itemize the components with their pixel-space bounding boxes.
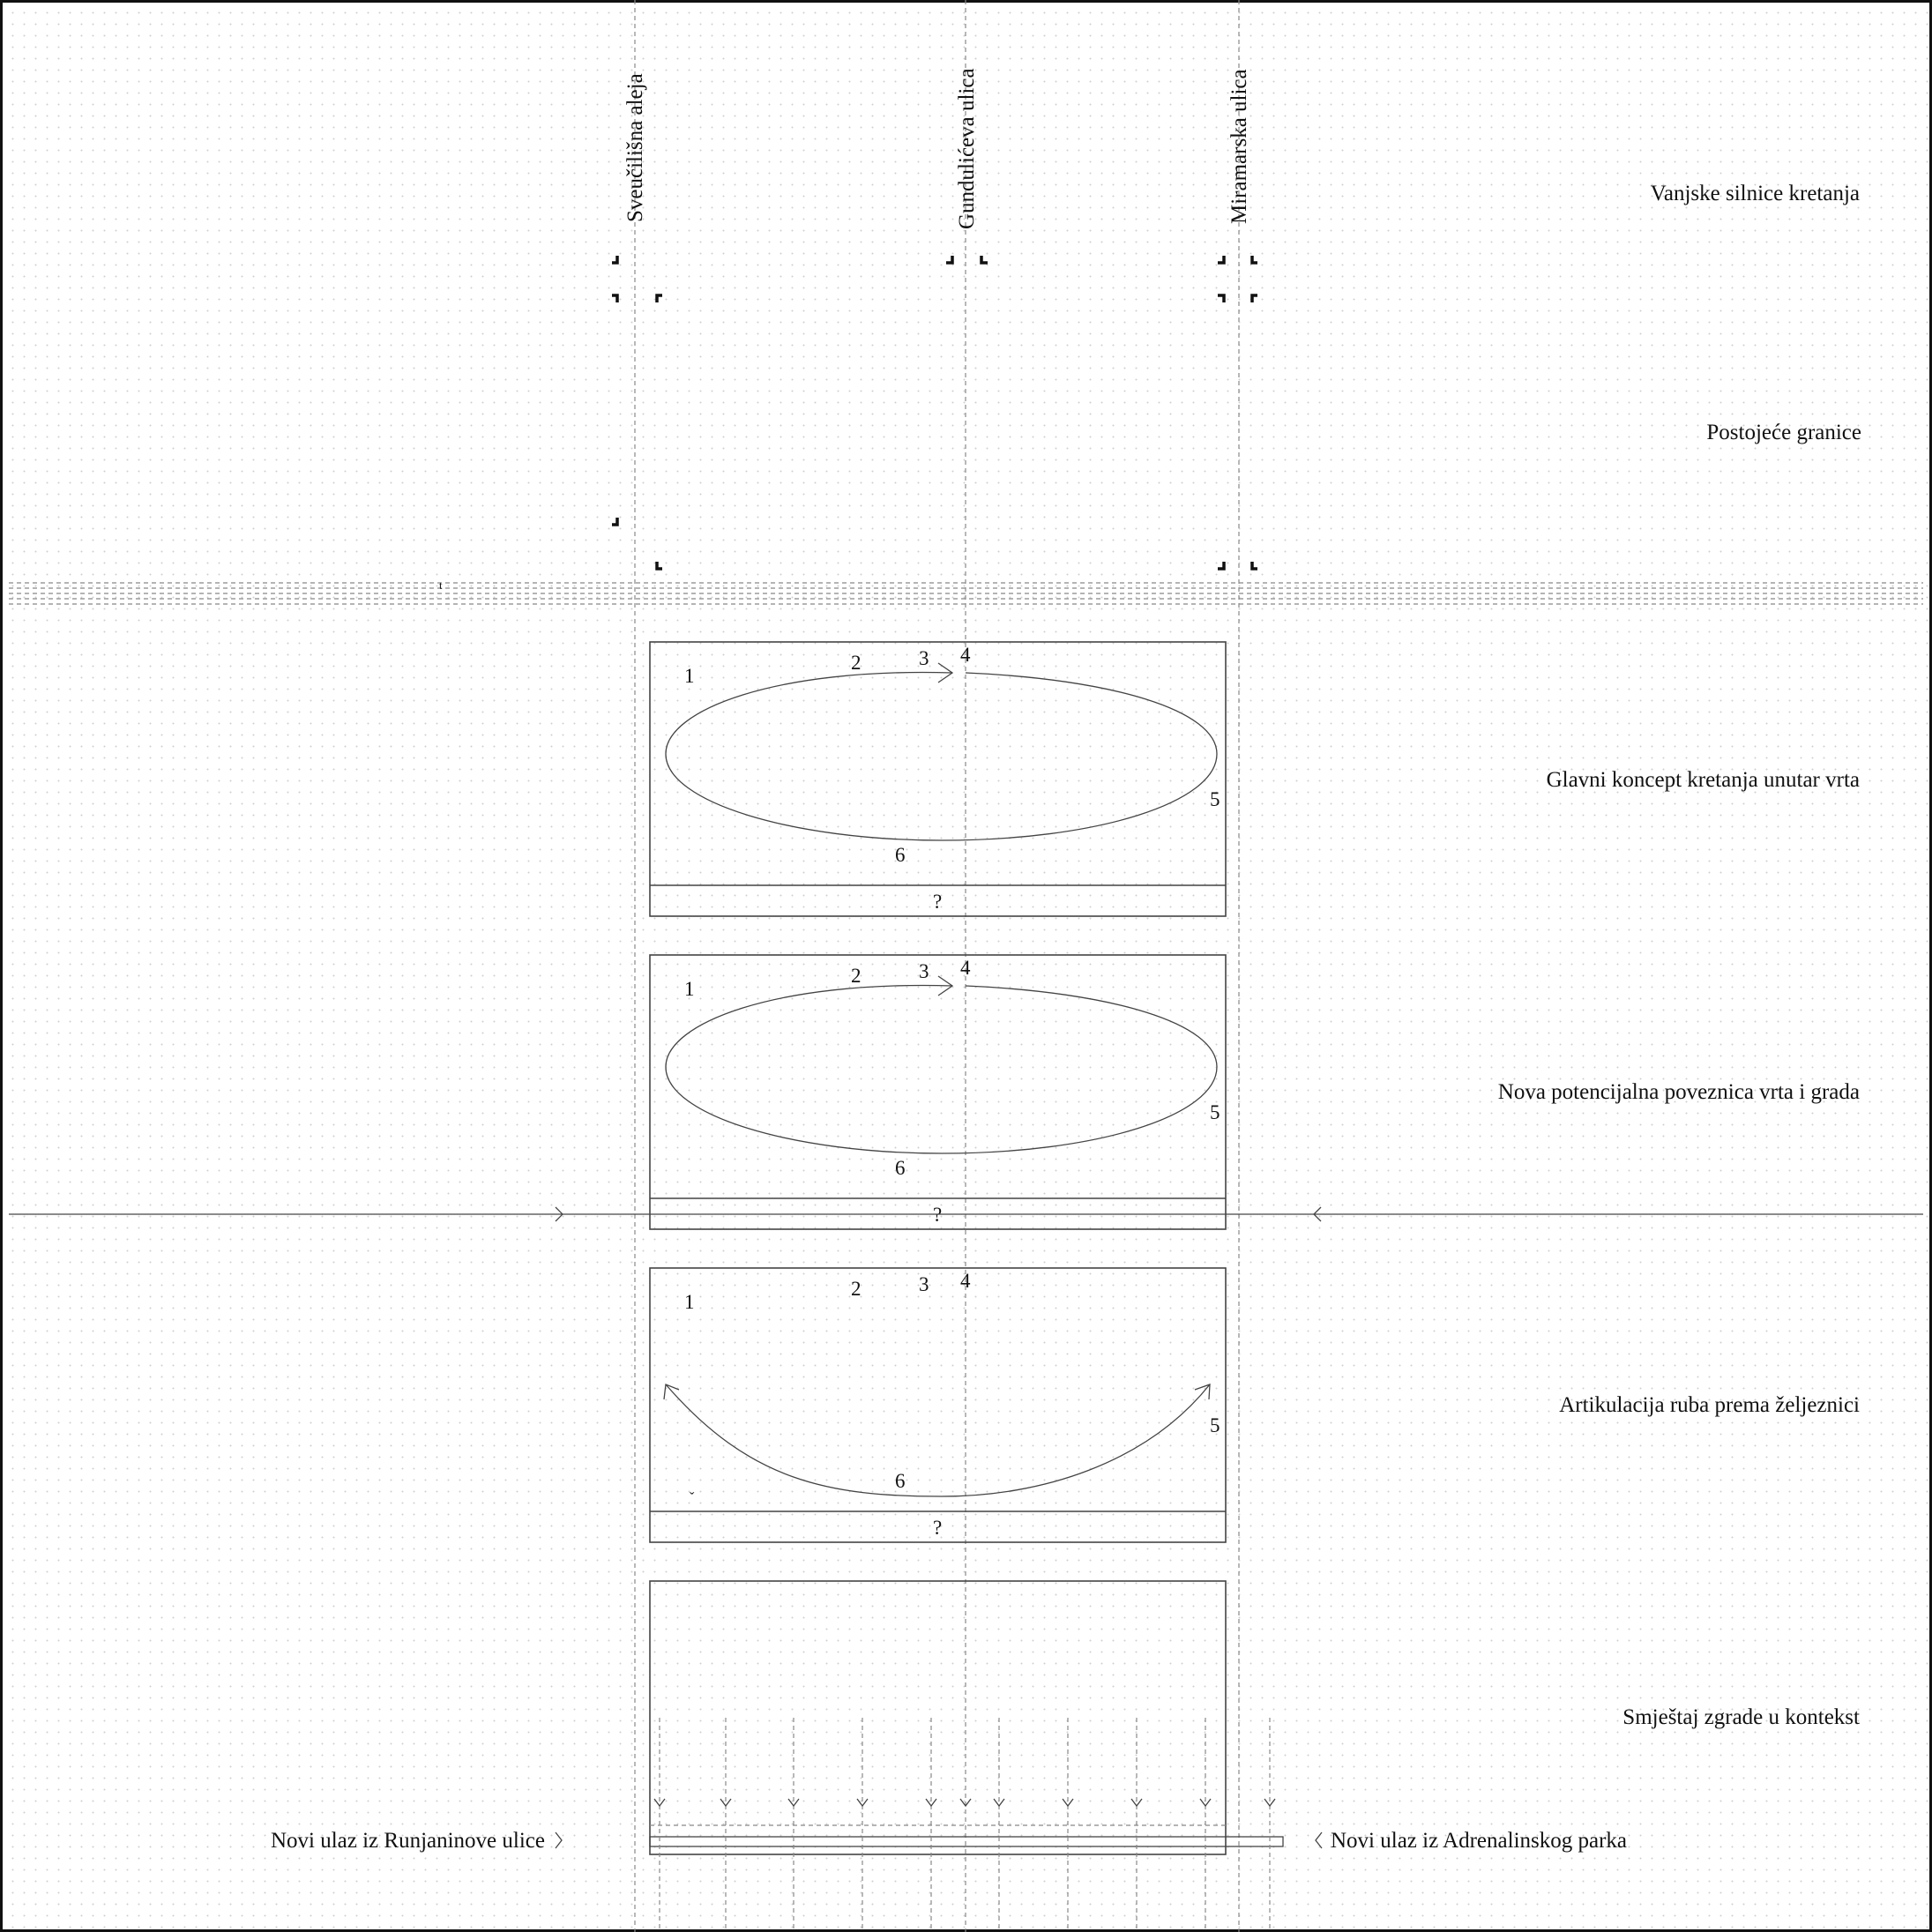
marker-5: 5	[1210, 788, 1220, 810]
marker-4: 4	[960, 1270, 971, 1292]
entrance-left-label: Novi ulaz iz Runjaninove ulice	[270, 1829, 545, 1853]
marker-1: 1	[684, 1291, 695, 1313]
row-label-3: Glavni koncept kretanja unutar vrta	[1546, 768, 1860, 792]
marker-5: 5	[1210, 1414, 1220, 1436]
marker-6: 6	[895, 1470, 906, 1492]
street-label-sveucilisna: Sveučilišna aleja	[623, 73, 647, 222]
marker-4: 4	[960, 644, 971, 666]
marker-1: 1	[684, 978, 695, 1000]
marker-1: 1	[684, 665, 695, 687]
marker-3: 3	[919, 960, 929, 982]
caret-mark: ˇ	[690, 1490, 695, 1505]
marker-3: 3	[919, 647, 929, 669]
panel-question: ?	[933, 891, 943, 913]
marker-6: 6	[895, 844, 906, 866]
street-label-gunduliceva: Gundulićeva ulica	[955, 68, 979, 229]
marker-5: 5	[1210, 1101, 1220, 1123]
t-mark: t	[439, 578, 443, 592]
marker-2: 2	[851, 965, 862, 987]
row-label-5: Artikulacija ruba prema željeznici	[1559, 1393, 1860, 1417]
street-label-miramarska: Miramarska ulica	[1227, 69, 1251, 224]
marker-2: 2	[851, 1278, 862, 1300]
row-label-2: Postojeće granice	[1706, 421, 1861, 444]
row-label-6: Smještaj zgrade u kontekst	[1622, 1705, 1860, 1729]
marker-4: 4	[960, 957, 971, 979]
marker-3: 3	[919, 1273, 929, 1295]
panel-question: ?	[933, 1204, 943, 1226]
row-label-1: Vanjske silnice kretanja	[1650, 182, 1860, 205]
panel-question: ?	[933, 1517, 943, 1539]
marker-6: 6	[895, 1157, 906, 1179]
entrance-right-label: Novi ulaz iz Adrenalinskog parka	[1331, 1829, 1628, 1853]
marker-2: 2	[851, 652, 862, 674]
row-label-4: Nova potencijalna poveznica vrta i grada	[1497, 1080, 1860, 1104]
